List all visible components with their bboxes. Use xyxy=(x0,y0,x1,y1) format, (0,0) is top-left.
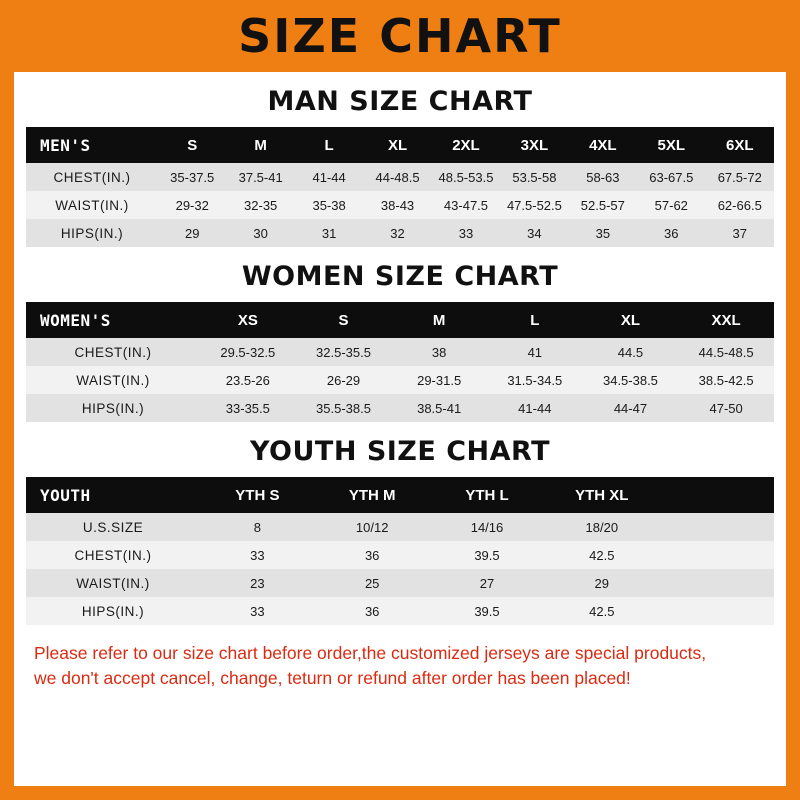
column-header: 4XL xyxy=(569,127,637,163)
column-header: MEN'S xyxy=(26,127,158,163)
table-cell: 41-44 xyxy=(487,394,583,422)
table-cell: 29.5-32.5 xyxy=(200,338,296,366)
column-header: 5XL xyxy=(637,127,705,163)
table-cell: 44.5 xyxy=(583,338,679,366)
table-cell: 36 xyxy=(315,541,430,569)
table-cell: 29-31.5 xyxy=(391,366,487,394)
row-label: HIPS(IN.) xyxy=(26,394,200,422)
table-cell: 32 xyxy=(363,219,431,247)
table-row xyxy=(26,366,774,394)
table-cell: 44.5-48.5 xyxy=(678,338,774,366)
table-cell: 57-62 xyxy=(637,191,705,219)
youth-section-title: YOUTH SIZE CHART xyxy=(249,436,551,467)
table-cell: 26-29 xyxy=(296,366,392,394)
table-cell xyxy=(659,569,774,597)
column-header: 2XL xyxy=(432,127,500,163)
row-label: CHEST(IN.) xyxy=(26,541,200,569)
table-row xyxy=(26,191,774,219)
table-cell: 44-47 xyxy=(583,394,679,422)
table-cell: 34.5-38.5 xyxy=(583,366,679,394)
table-cell: 67.5-72 xyxy=(706,163,775,191)
table-row xyxy=(26,338,774,366)
table-cell: 23 xyxy=(200,569,315,597)
table-cell: 27 xyxy=(430,569,545,597)
table-cell xyxy=(659,541,774,569)
table-cell: 34 xyxy=(500,219,568,247)
column-header: XL xyxy=(583,302,679,338)
table-cell: 25 xyxy=(315,569,430,597)
table-cell: 41 xyxy=(487,338,583,366)
table-cell: 38 xyxy=(391,338,487,366)
table-cell: 39.5 xyxy=(430,597,545,625)
table-header-row xyxy=(26,302,774,338)
table-cell: 62-66.5 xyxy=(706,191,775,219)
page-title: SIZE CHART xyxy=(238,9,562,63)
row-label: HIPS(IN.) xyxy=(26,597,200,625)
table-cell: 41-44 xyxy=(295,163,363,191)
column-header: 6XL xyxy=(706,127,775,163)
banner xyxy=(0,0,800,72)
column-header: M xyxy=(226,127,294,163)
table-row xyxy=(26,163,774,191)
table-cell: 23.5-26 xyxy=(200,366,296,394)
table-cell: 14/16 xyxy=(430,513,545,541)
column-header: 3XL xyxy=(500,127,568,163)
table-cell xyxy=(659,597,774,625)
table-cell: 43-47.5 xyxy=(432,191,500,219)
row-label: WAIST(IN.) xyxy=(26,191,158,219)
column-header: WOMEN'S xyxy=(26,302,200,338)
table-cell: 35-37.5 xyxy=(158,163,226,191)
table-cell xyxy=(659,513,774,541)
table-cell: 29-32 xyxy=(158,191,226,219)
table-cell: 32.5-35.5 xyxy=(296,338,392,366)
row-label: U.S.SIZE xyxy=(26,513,200,541)
table-cell: 36 xyxy=(637,219,705,247)
table-row xyxy=(26,219,774,247)
youth-size-table xyxy=(26,477,774,625)
table-cell: 38-43 xyxy=(363,191,431,219)
table-header-row xyxy=(26,477,774,513)
table-cell: 30 xyxy=(226,219,294,247)
table-cell: 33 xyxy=(200,597,315,625)
table-row xyxy=(26,394,774,422)
table-cell: 32-35 xyxy=(226,191,294,219)
table-cell: 35-38 xyxy=(295,191,363,219)
row-label: WAIST(IN.) xyxy=(26,569,200,597)
table-row xyxy=(26,597,774,625)
table-cell: 52.5-57 xyxy=(569,191,637,219)
column-header xyxy=(659,477,774,513)
notice-line-1: Please refer to our size chart before order,the customized jerseys are special products, xyxy=(34,643,707,663)
table-cell: 29 xyxy=(544,569,659,597)
row-label: HIPS(IN.) xyxy=(26,219,158,247)
table-cell: 37 xyxy=(706,219,775,247)
column-header: YTH M xyxy=(315,477,430,513)
column-header: XXL xyxy=(678,302,774,338)
men-size-table xyxy=(26,127,774,247)
column-header: L xyxy=(295,127,363,163)
table-cell: 63-67.5 xyxy=(637,163,705,191)
table-cell: 58-63 xyxy=(569,163,637,191)
table-cell: 39.5 xyxy=(430,541,545,569)
table-cell: 35.5-38.5 xyxy=(296,394,392,422)
men-section-title: MAN SIZE CHART xyxy=(267,86,533,117)
column-header: YTH S xyxy=(200,477,315,513)
table-cell: 35 xyxy=(569,219,637,247)
table-cell: 42.5 xyxy=(544,541,659,569)
order-notice xyxy=(34,641,766,692)
women-size-table xyxy=(26,302,774,422)
table-cell: 53.5-58 xyxy=(500,163,568,191)
table-cell: 10/12 xyxy=(315,513,430,541)
row-label: CHEST(IN.) xyxy=(26,163,158,191)
column-header: YOUTH xyxy=(26,477,200,513)
table-cell: 18/20 xyxy=(544,513,659,541)
table-row xyxy=(26,569,774,597)
table-row xyxy=(26,513,774,541)
table-cell: 47.5-52.5 xyxy=(500,191,568,219)
column-header: L xyxy=(487,302,583,338)
table-cell: 47-50 xyxy=(678,394,774,422)
table-cell: 38.5-41 xyxy=(391,394,487,422)
column-header: M xyxy=(391,302,487,338)
table-cell: 48.5-53.5 xyxy=(432,163,500,191)
column-header: S xyxy=(296,302,392,338)
notice-line-2: we don't accept cancel, change, teturn or refund after order has been placed! xyxy=(34,668,631,689)
table-header-row xyxy=(26,127,774,163)
table-cell: 37.5-41 xyxy=(226,163,294,191)
table-cell: 42.5 xyxy=(544,597,659,625)
table-cell: 8 xyxy=(200,513,315,541)
row-label: WAIST(IN.) xyxy=(26,366,200,394)
table-cell: 38.5-42.5 xyxy=(678,366,774,394)
table-row xyxy=(26,541,774,569)
table-cell: 36 xyxy=(315,597,430,625)
table-cell: 31.5-34.5 xyxy=(487,366,583,394)
column-header: XS xyxy=(200,302,296,338)
content xyxy=(14,86,786,692)
column-header: YTH XL xyxy=(544,477,659,513)
table-cell: 33-35.5 xyxy=(200,394,296,422)
column-header: YTH L xyxy=(430,477,545,513)
column-header: XL xyxy=(363,127,431,163)
table-cell: 33 xyxy=(200,541,315,569)
table-cell: 33 xyxy=(432,219,500,247)
table-cell: 44-48.5 xyxy=(363,163,431,191)
women-section-title: WOMEN SIZE CHART xyxy=(241,261,559,292)
table-cell: 29 xyxy=(158,219,226,247)
row-label: CHEST(IN.) xyxy=(26,338,200,366)
table-cell: 31 xyxy=(295,219,363,247)
column-header: S xyxy=(158,127,226,163)
